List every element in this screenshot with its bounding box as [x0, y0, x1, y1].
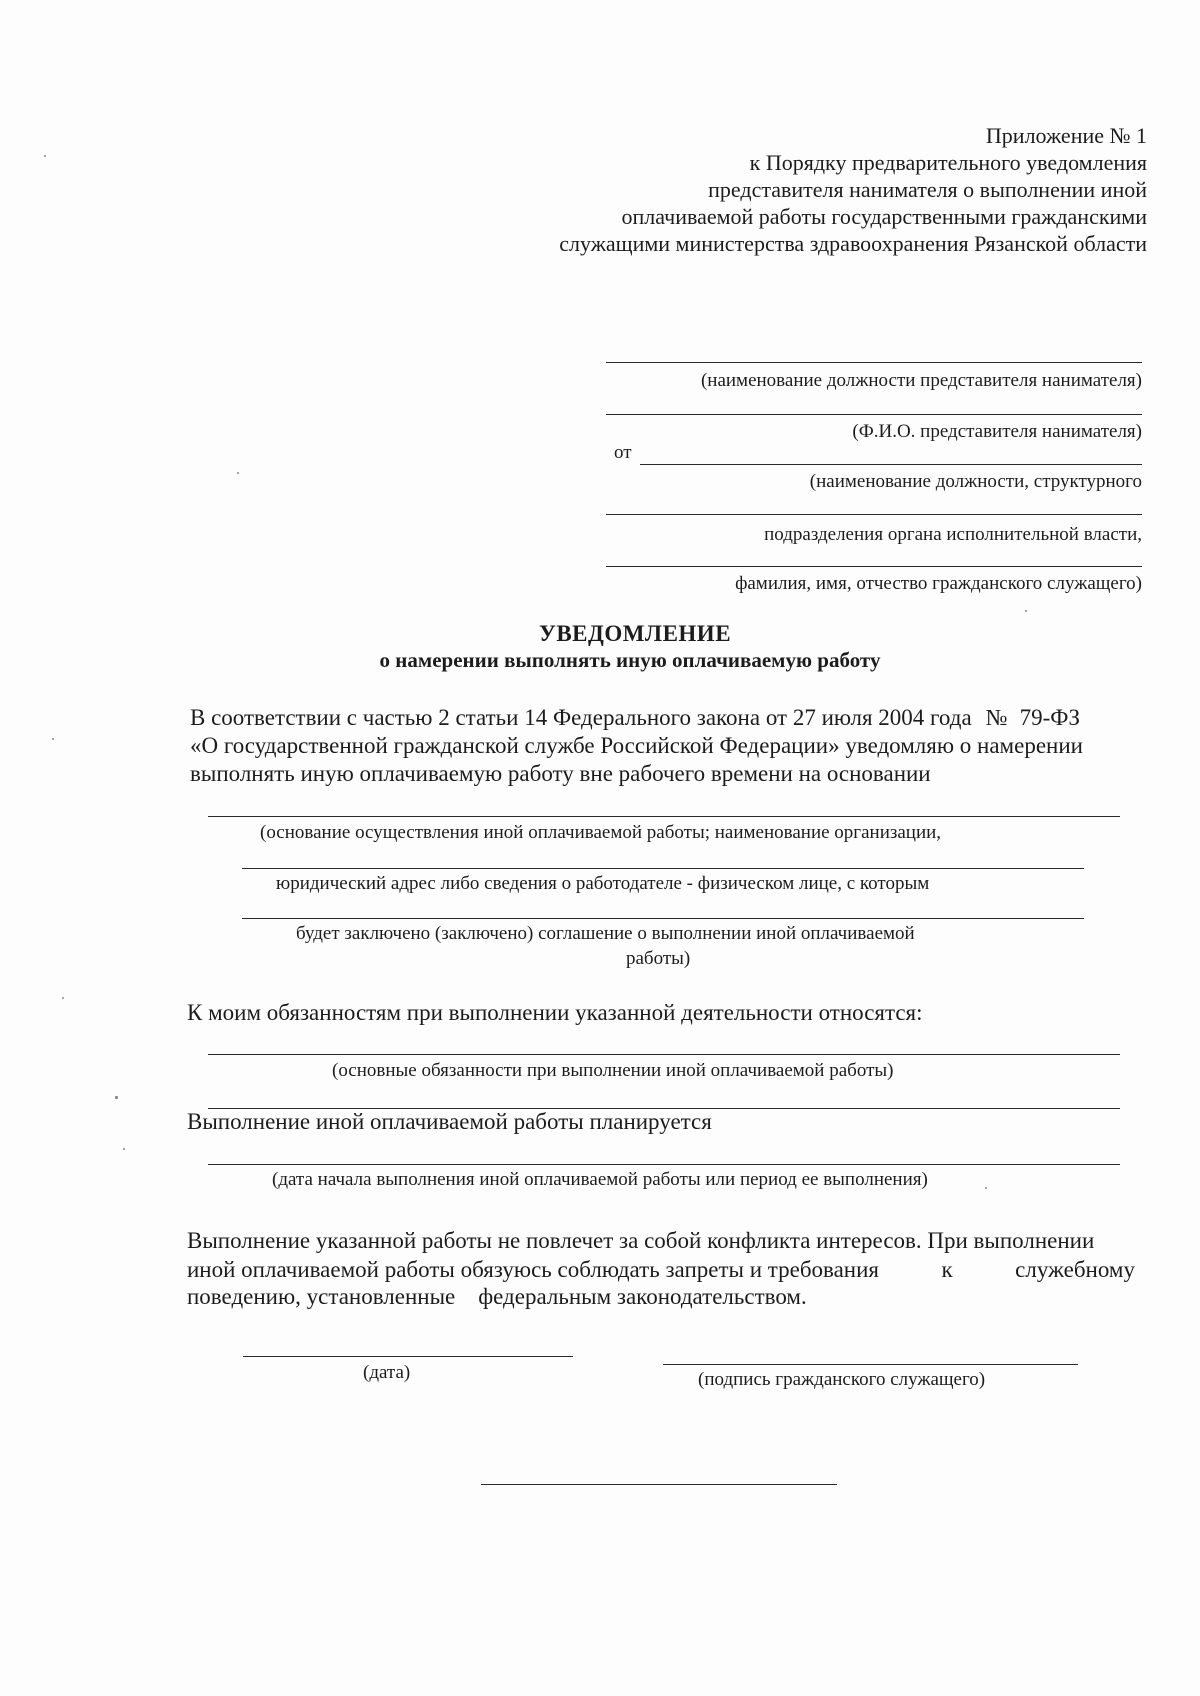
basis-caption: юридический адрес либо сведения о работодателе - физическом лице, с которым	[276, 873, 930, 894]
document-title: УВЕДОМЛЕНИЕ	[538, 621, 732, 646]
sender-line	[606, 566, 1142, 567]
scan-speck	[237, 472, 239, 474]
conclusion-word: к	[941, 1257, 953, 1282]
bottom-line	[481, 1484, 837, 1485]
document-subtitle: о намерении выполнять иную оплачиваемую работу	[379, 648, 881, 672]
date-caption: (дата)	[363, 1362, 411, 1383]
sender-caption: (наименование должности, структурного	[809, 471, 1142, 492]
basis-line	[208, 816, 1120, 817]
scan-speck	[1025, 610, 1027, 612]
appendix-number: Приложение № 1	[985, 123, 1147, 148]
signature-caption: (подпись гражданского служащего)	[698, 1369, 986, 1390]
signature-line	[663, 1364, 1078, 1365]
duties-text: К моим обязанностям при выполнении указанной деятельности относятся:	[187, 1000, 923, 1025]
law-number: 79-ФЗ	[1019, 705, 1080, 730]
basis-caption: (основание осуществления иной оплачиваемой работы; наименование организации,	[260, 822, 942, 843]
basis-line	[242, 868, 1084, 869]
basis-caption: будет заключено (заключено) соглашение о выполнении иной оплачиваемой	[296, 923, 915, 944]
paragraph-line	[190, 706, 1080, 729]
scan-speck	[115, 1096, 118, 1099]
scan-speck	[52, 738, 54, 740]
number-sign: №	[985, 705, 1008, 730]
employer-position-caption: (наименование должности представителя нанимателя)	[700, 370, 1142, 391]
appendix-line: к Порядку предварительного уведомления	[749, 150, 1147, 175]
duties-caption: (основные обязанности при выполнении иной оплачиваемой работы)	[332, 1060, 894, 1081]
appendix-line: представителя нанимателя о выполнении иной	[708, 177, 1147, 202]
sender-caption: подразделения органа исполнительной власти,	[764, 524, 1142, 545]
appendix-line: оплачиваемой работы государственными гражданскими	[621, 204, 1147, 229]
duties-line	[208, 1054, 1120, 1055]
employer-name-caption: (Ф.И.О. представителя нанимателя)	[852, 421, 1142, 442]
planned-line	[208, 1164, 1120, 1165]
sender-line	[640, 464, 1142, 465]
basis-line	[242, 918, 1084, 919]
scan-speck	[985, 1187, 987, 1189]
sender-caption: фамилия, имя, отчество гражданского служащего)	[735, 573, 1142, 594]
date-line	[243, 1356, 573, 1357]
planned-text: Выполнение иной оплачиваемой работы планируется	[187, 1109, 712, 1134]
planned-caption: (дата начала выполнения иной оплачиваемой работы или период ее выполнения)	[272, 1169, 928, 1190]
conclusion-word: иной оплачиваемой работы обязуюсь соблюдать запреты и требования	[187, 1257, 879, 1282]
paragraph-line: «О государственной гражданской службе Российской Федерации» уведомляю о намерении	[190, 733, 1083, 758]
conclusion-line: Выполнение указанной работы не повлечет за собой конфликта интересов. При выполнении	[187, 1228, 1095, 1253]
employer-name-line	[606, 414, 1142, 415]
appendix-line: служащими министерства здравоохранения Рязанской области	[559, 231, 1147, 256]
scan-speck	[123, 1148, 125, 1150]
conclusion-line	[187, 1257, 1135, 1283]
basis-caption: работы)	[626, 948, 691, 969]
conclusion-word: служебному	[1015, 1257, 1135, 1282]
paragraph-line: выполнять иную оплачиваемую работу вне рабочего времени на основании	[190, 761, 931, 786]
scan-speck	[44, 155, 46, 157]
from-label: от	[614, 442, 632, 463]
law-reference-text: В соответствии с частью 2 статьи 14 Федерального закона от 27 июля 2004 года	[190, 705, 972, 730]
conclusion-line: поведению, установленные федеральным законодательством.	[187, 1284, 807, 1309]
employer-position-line	[606, 362, 1142, 363]
scan-speck	[62, 997, 64, 999]
sender-line	[606, 514, 1142, 515]
